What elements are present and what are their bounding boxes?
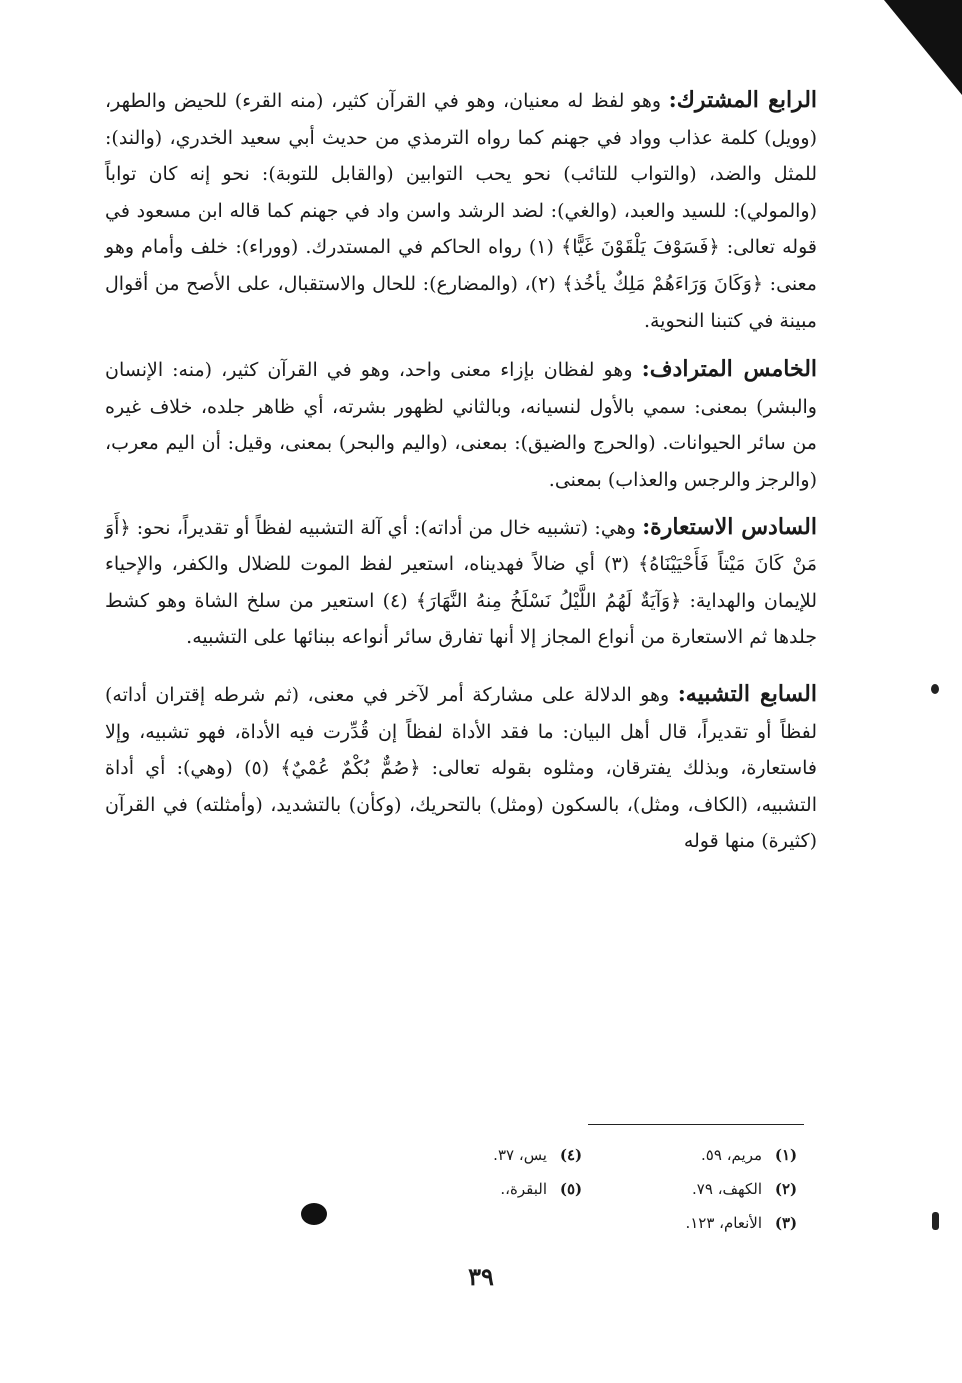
paragraph-body: وهو الدلالة على مشاركة أمر لآخر في معنى، (ثم شرطه إقتران أداته) لفظاً أو تقديراً، قال أهل البيان: ما فقد الأداة لفظاً إن قُدِّرت فيه الأداة، فهو تشبيه، وإلا فاستعارة، وبذلك يفترقان، ومثلوه بقوله تعالى: ﴿صُمٌّ بُكْمٌ عُمْيٌ﴾ (٥) (وهي): أي أداة التشبيه، (الكاف، ومثل)، بالسكون (ومثل) بالتحريك، (وكأن) بالتشديد، (وأمثلته) في القرآن (كثيرة) منها قوله [105,683,817,853]
footnote-item [380,1180,595,1198]
footnote-item [595,1146,810,1164]
footnotes [380,1138,810,1240]
footnote-reference: الأنعام، ١٢٣. [685,1214,762,1232]
footnote-number: (٤) [559,1146,583,1164]
term-heading: الرابع المشترك: [668,87,818,113]
paragraph-tashbih [105,676,817,860]
footnote-divider [588,1124,804,1125]
scan-corner-mark [884,0,962,95]
footnote-number: (٣) [774,1214,798,1232]
footnote-item [595,1180,810,1198]
paragraph-body: وهي: (تشبيه خال من أداته): أي آلة التشبيه لفظاً أو تقديراً، نحو: ﴿أَوَ مَنْ كَانَ مَيْتاً فَأَحْيَيْنَاهُ﴾ (٣) أي ضالاً فهديناه، استعير لفظ الموت للضلال والكفر، والإحياء للإيمان والهداية: ﴿وَآيَةٌ لَهُمُ اللَّيْلُ نَسْلَخُ مِنهُ النَّهَارَ﴾ (٤) استعير من سلخ الشاة وهو كشط جلدها ثم الاستعارة من أنواع المجاز إلا أنها تفارق سائر أنواعه ببنائها على التشبيه. [105,516,818,649]
scan-speck [931,684,939,694]
footnote-reference: البقرة،. [500,1180,547,1198]
footnote-number: (٢) [774,1180,798,1198]
paragraph-body: وهو لفظان بإزاء معنى واحد، وهو في القرآن كثير، (منه: الإنسان والبشر) بمعنى: سمي بالأول لنسيانه، وبالثاني لظهور بشرته، أي ظاهر جلده، خلاف غيره من سائر الحيوانات. (والحرج والضيق): بمعنى، (واليم والبحر) بمعنى، وقيل: أن اليم معرب، (والرجز والرجس والعذاب) بمعنى. [105,359,817,491]
paragraph-istiara [105,509,817,656]
footnote-number: (١) [774,1146,798,1164]
main-text [105,82,817,860]
footnote-item [595,1214,810,1232]
term-heading: الخامس المترادف: [641,356,818,383]
page-number: ٣٩ [468,1262,494,1291]
footnote-number: (٥) [559,1180,583,1198]
scan-speck [932,1212,939,1230]
footnote-reference: مريم، ٥٩. [701,1146,762,1164]
term-heading: السابع التشبيه: [677,680,817,707]
paragraph-mutaradif [105,351,817,498]
footnote-item [380,1146,595,1164]
footnote-reference: يس، ٣٧. [493,1146,547,1164]
paragraph-body: وهو لفظ له معنيان، وهو في القرآن كثير، (منه القرء) للحيض والطهر، (وويل) كلمة عذاب وواد في جهنم كما رواه الترمذي من حديث أبي سعيد الخدري، (والند): للمثل والضد، (والتواب للتائب) نحو يحب التوابين (والقابل للتوبة): نحو إنه كان تواباً (والمولي): للسيد والعبد، (والغي): لضد الرشد واسن واد في جهنم كما قاله ابن مسعود في قوله تعالى: ﴿فَسَوْفَ يَلْقَوْنَ غَيًّا﴾ (١) رواه الحاكم في المستدرك. (ووراء): خلف وأمام وهو معنى: ﴿وَكَانَ وَرَاءَهُمْ مَلِكٌ يأخُذ﴾ (٢)، (والمضارع): للحال والاستقبال، على الأصح من أقوال مبينة في كتبنا النحوية. [105,90,817,332]
paragraph-mushtarak [105,82,817,339]
term-heading: السادس الاستعارة: [642,513,817,540]
ink-blot [301,1203,327,1225]
footnote-reference: الكهف، ٧٩. [692,1180,762,1198]
